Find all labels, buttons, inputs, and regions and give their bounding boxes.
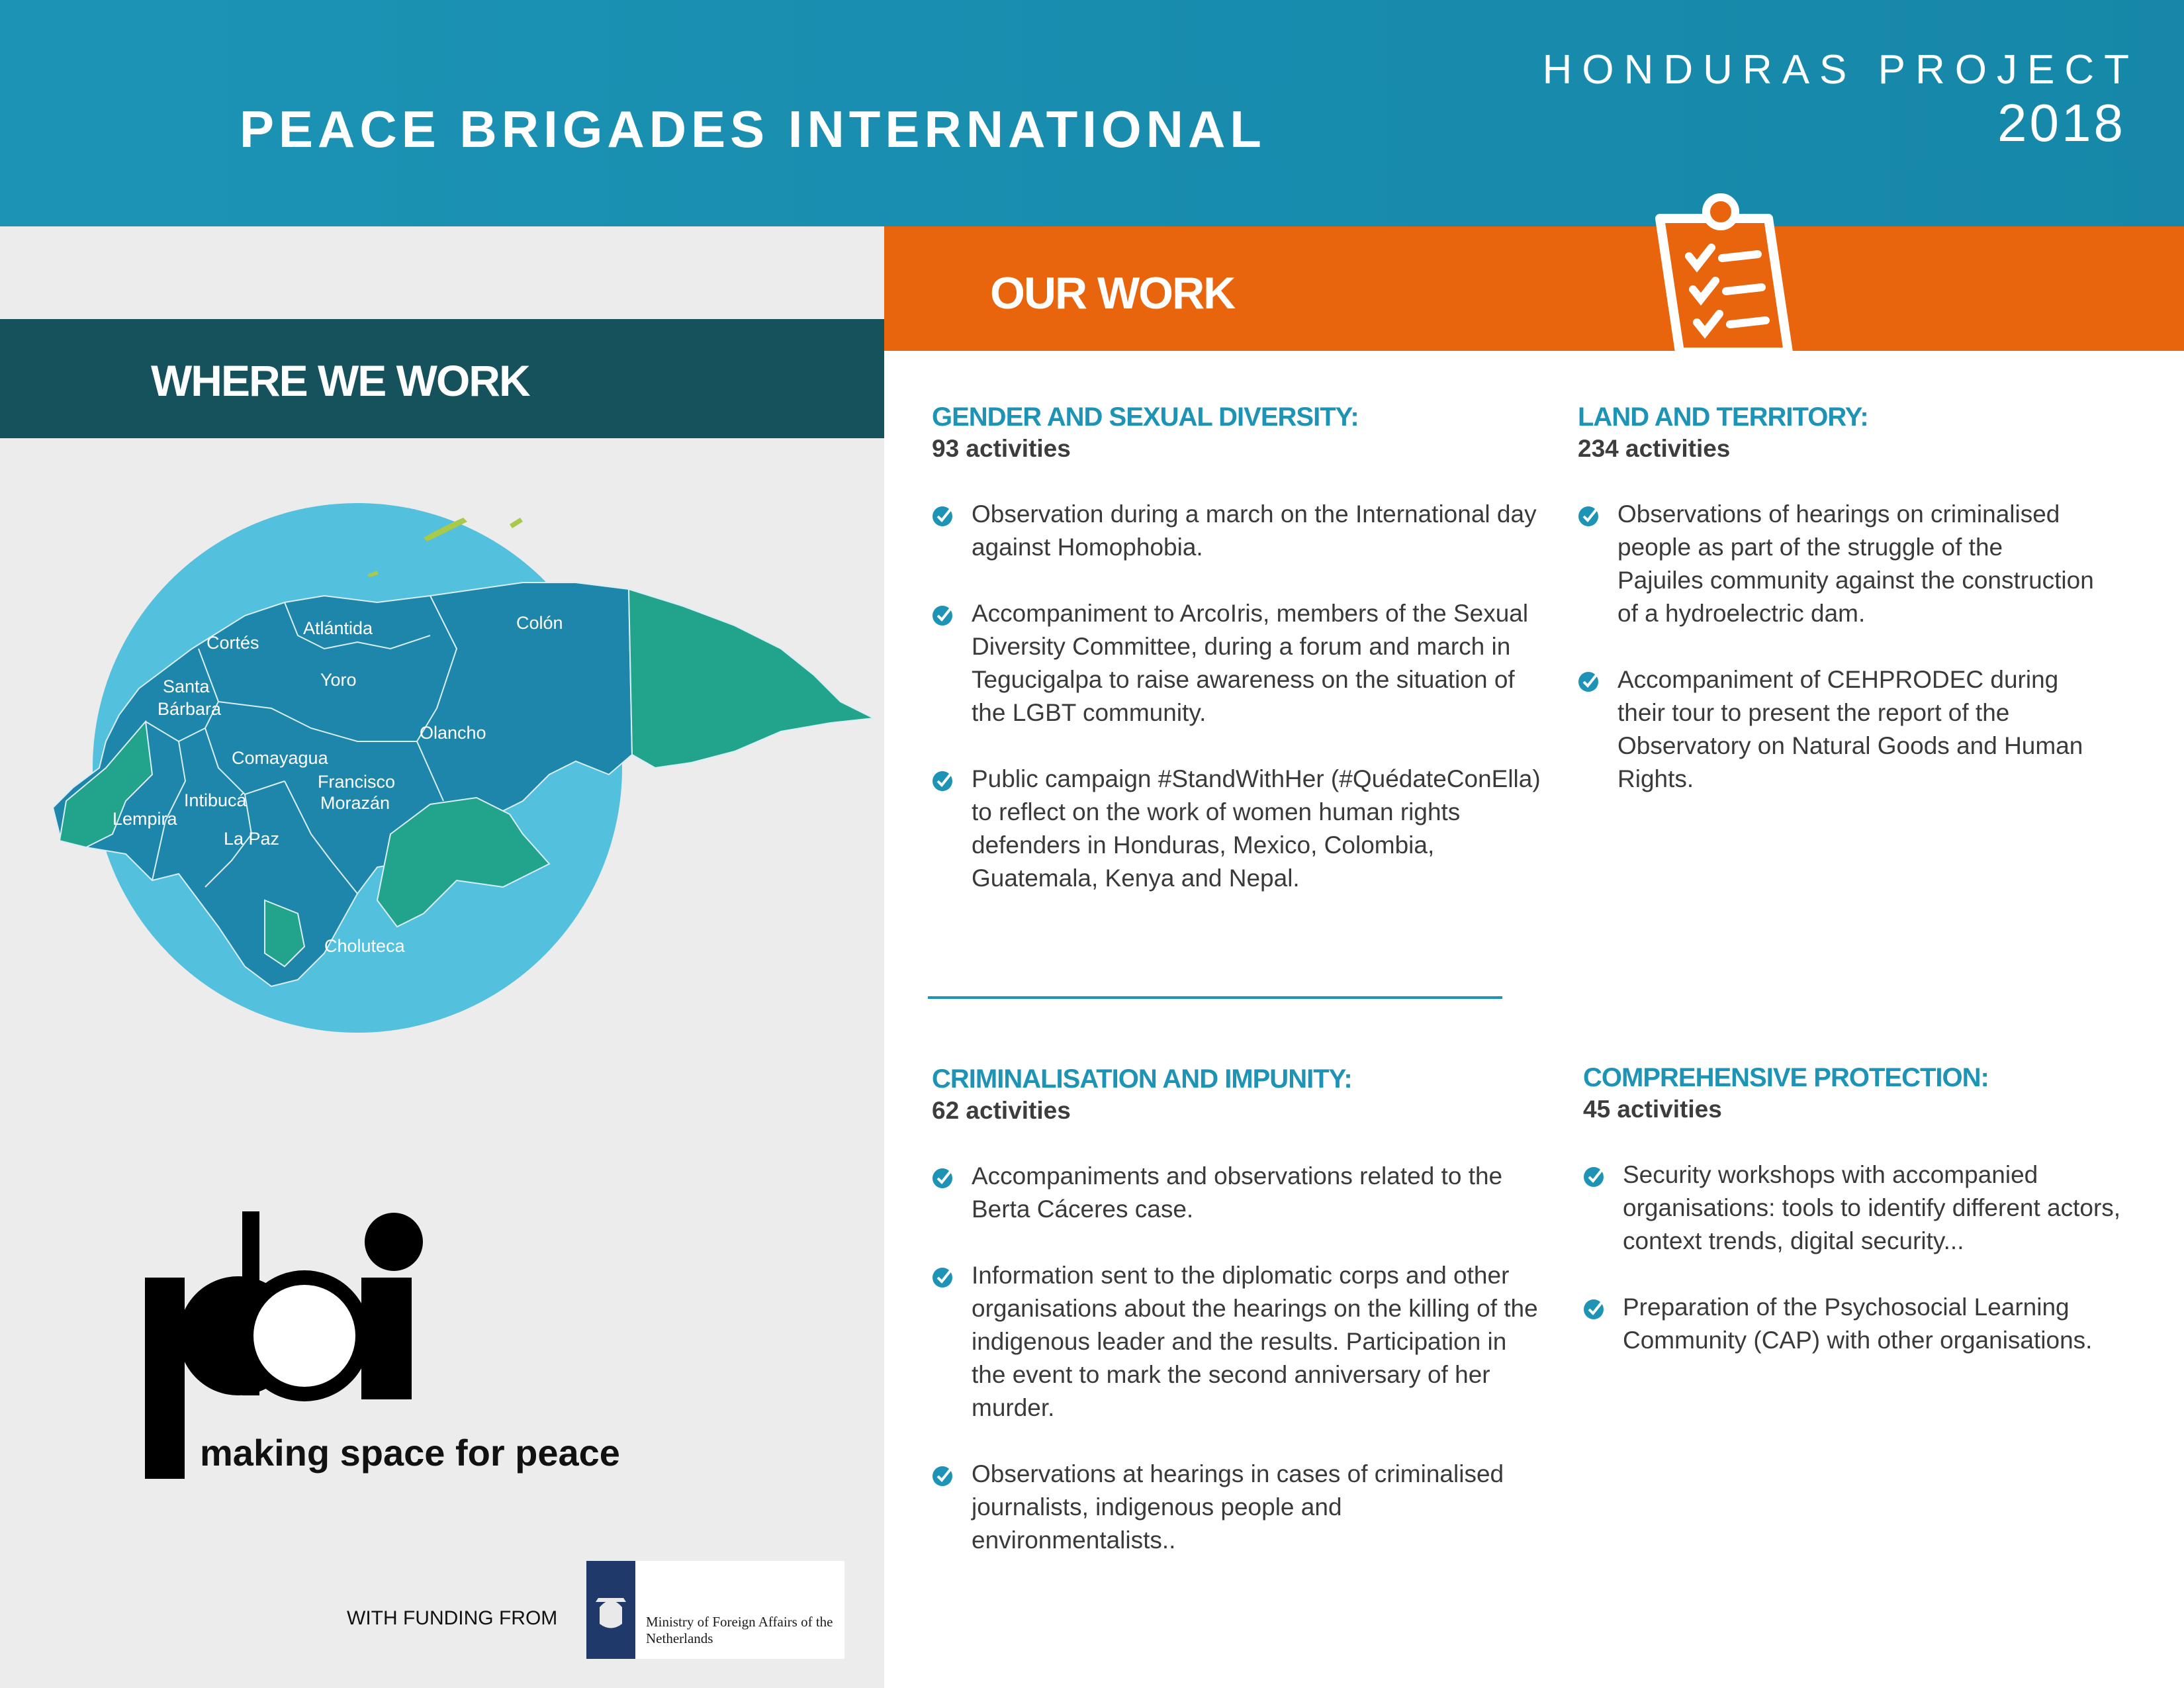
logo-tagline: making space for peace bbox=[200, 1432, 620, 1474]
list-item bbox=[1583, 1291, 2146, 1357]
section-divider bbox=[928, 996, 1502, 999]
map-label-santa: Santa bbox=[163, 677, 210, 696]
map-label-lempira: Lempira bbox=[113, 809, 177, 829]
check-icon bbox=[932, 1464, 954, 1487]
section-criminalisation bbox=[932, 1063, 1541, 1590]
project-title: HONDURAS PROJECT bbox=[1542, 47, 2139, 93]
section-count: 62 activities bbox=[932, 1097, 1071, 1124]
logo-stem-i bbox=[361, 1278, 412, 1399]
map-label-olancho: Olancho bbox=[420, 723, 486, 743]
item-text: Observation during a march on the International day against Homophobia. bbox=[972, 500, 1537, 561]
item-text: Accompaniment of CEHPRODEC during their tour to present the report of the Observatory on Natural Goods and Human Rights. bbox=[1617, 666, 2083, 792]
check-icon bbox=[932, 1266, 954, 1288]
item-text: Observations of hearings on criminalised people as part of the struggle of the Pajuiles community against the construction of a hydroelectric dam. bbox=[1617, 500, 2094, 627]
project-year: 2018 bbox=[1997, 93, 2126, 152]
map-label-cortes: Cortés bbox=[206, 633, 259, 653]
list-item bbox=[1578, 498, 2094, 630]
header-banner bbox=[0, 0, 2184, 226]
gracias-a-dios-region bbox=[629, 589, 874, 768]
section-count: 45 activities bbox=[1583, 1096, 1722, 1123]
section-count: 234 activities bbox=[1578, 435, 1731, 462]
item-text: Accompaniment to ArcoIris, members of the Sexual Diversity Committee, during a forum and march in Tegucigalpa to raise awareness on the situation of the LGBT community. bbox=[972, 600, 1529, 726]
item-text: Observations at hearings in cases of criminalised journalists, indigenous people and environmentalists.. bbox=[972, 1460, 1504, 1554]
map-label-barbara: Bárbara bbox=[158, 699, 222, 719]
list-item bbox=[932, 763, 1541, 895]
item-text: Accompaniments and observations related to the Berta Cáceres case. bbox=[972, 1162, 1503, 1223]
logo-stem-p bbox=[145, 1278, 185, 1479]
logo-bowl-b bbox=[246, 1278, 363, 1394]
clipboard-checklist-icon bbox=[1648, 193, 1807, 367]
item-text: Security workshops with accompanied organisations: tools to identify different actors, context trends, digital security... bbox=[1623, 1161, 2121, 1254]
honduras-map bbox=[46, 490, 880, 1033]
check-icon bbox=[932, 504, 954, 527]
funding-label: WITH FUNDING FROM bbox=[347, 1607, 558, 1629]
our-work-title: OUR WORK bbox=[990, 268, 1235, 318]
org-title: PEACE BRIGADES INTERNATIONAL bbox=[240, 100, 1266, 158]
list-item bbox=[932, 1259, 1541, 1425]
where-we-work-title: WHERE WE WORK bbox=[151, 356, 529, 405]
check-icon bbox=[932, 604, 954, 626]
section-land-territory bbox=[1578, 401, 2094, 829]
funder-name: Ministry of Foreign Affairs of the Netherlands bbox=[646, 1614, 833, 1646]
check-icon bbox=[932, 1166, 954, 1189]
list-item bbox=[932, 597, 1541, 729]
list-item bbox=[1583, 1158, 2146, 1258]
logo-text: pbi bbox=[146, 1391, 155, 1399]
item-text: Preparation of the Psychosocial Learning Community (CAP) with other organisations. bbox=[1623, 1293, 2093, 1354]
map-label-colon: Colón bbox=[516, 613, 563, 633]
item-text: Information sent to the diplomatic corps and other organisations about the hearings on the killing of the indigenous leader and the results. Participation in the event to mark the second anniversary of her murder. bbox=[972, 1262, 1538, 1421]
section-gender-diversity bbox=[932, 401, 1541, 928]
funder-logo bbox=[586, 1561, 844, 1659]
map-label-intibuca: Intibucá bbox=[184, 790, 247, 810]
map-label-la-paz: La Paz bbox=[224, 829, 280, 849]
check-icon bbox=[932, 769, 954, 792]
item-text: Public campaign #StandWithHer (#QuédateConElla) to reflect on the work of women human rights defenders in Honduras, Mexico, Colombia, Guatemala, Kenya and Nepal. bbox=[972, 765, 1541, 892]
check-icon bbox=[1583, 1165, 1606, 1188]
list-item bbox=[1578, 663, 2094, 796]
netherlands-crest-icon bbox=[586, 1561, 635, 1659]
section-title: GENDER AND SEXUAL DIVERSITY: bbox=[932, 402, 1359, 432]
section-count: 93 activities bbox=[932, 435, 1071, 462]
section-comprehensive-protection bbox=[1583, 1062, 2146, 1390]
list-item bbox=[932, 1160, 1541, 1226]
map-label-morazan: Morazán bbox=[320, 793, 390, 813]
section-title: LAND AND TERRITORY: bbox=[1578, 402, 1868, 432]
list-item bbox=[932, 1458, 1541, 1557]
list-item bbox=[932, 498, 1541, 564]
check-icon bbox=[1578, 504, 1600, 527]
map-label-francisco: Francisco bbox=[318, 772, 396, 792]
check-icon bbox=[1578, 670, 1600, 692]
section-title: CRIMINALISATION AND IMPUNITY: bbox=[932, 1064, 1352, 1094]
check-icon bbox=[1583, 1297, 1606, 1320]
map-label-atlantida: Atlántida bbox=[303, 618, 373, 638]
map-label-comayagua: Comayagua bbox=[232, 748, 328, 768]
map-label-choluteca: Choluteca bbox=[324, 936, 405, 956]
logo-dot bbox=[365, 1213, 423, 1271]
map-label-yoro: Yoro bbox=[320, 670, 357, 690]
section-title: COMPREHENSIVE PROTECTION: bbox=[1583, 1063, 1989, 1092]
